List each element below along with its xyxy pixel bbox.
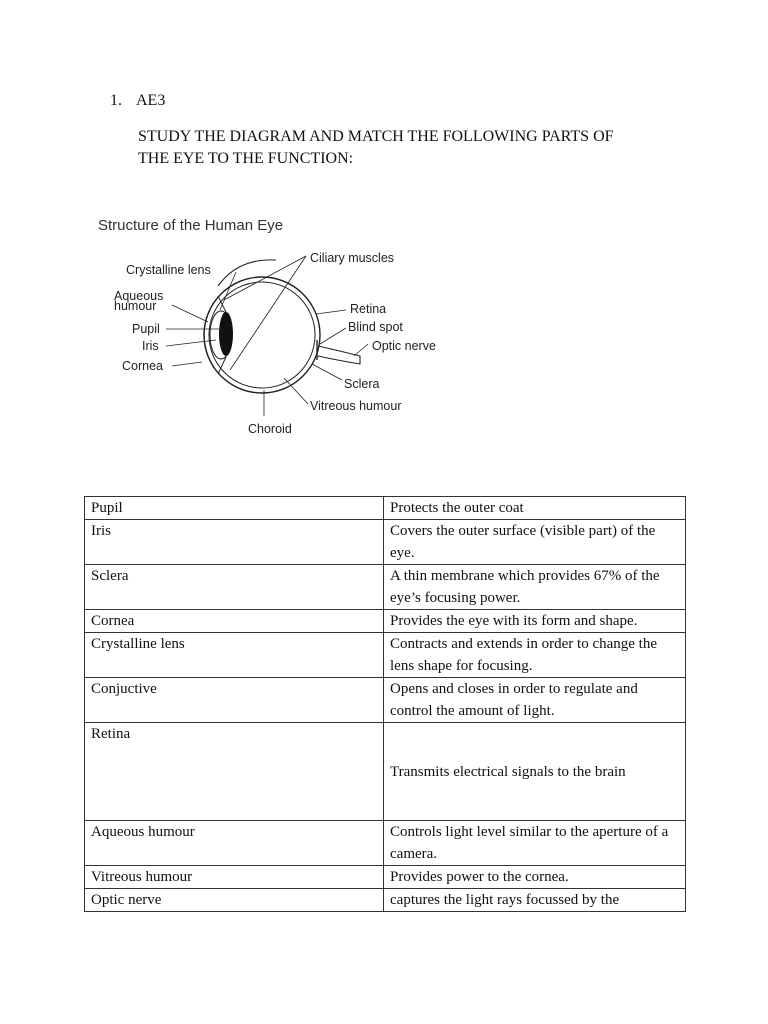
optic-nerve-shape	[318, 346, 360, 364]
function-cell: Controls light level similar to the aperture of a camera.	[384, 821, 686, 866]
pupil-shape	[219, 312, 233, 356]
matching-table	[84, 496, 686, 912]
label-cornea: Cornea	[122, 359, 163, 373]
part-cell: Sclera	[85, 565, 384, 610]
leader-ciliary-2	[230, 256, 306, 370]
question-number	[110, 92, 165, 110]
eye-diagram	[98, 214, 478, 444]
leader-crystalline-lens	[220, 272, 236, 310]
part-cell: Vitreous humour	[85, 866, 384, 889]
label-vitreous-humour: Vitreous humour	[310, 399, 402, 413]
eye-diagram-drawing	[98, 214, 478, 444]
table-row	[85, 497, 686, 520]
table-row	[85, 889, 686, 912]
function-cell: Transmits electrical signals to the brain	[384, 723, 686, 821]
table-row	[85, 610, 686, 633]
function-cell: Contracts and extends in order to change the lens shape for focusing.	[384, 633, 686, 678]
label-aqueous-1: Aqueous	[114, 289, 164, 303]
part-cell: Retina	[85, 723, 384, 821]
leader-sclera	[312, 364, 342, 380]
label-sclera: Sclera	[344, 377, 380, 391]
label-optic-nerve: Optic nerve	[372, 339, 436, 353]
label-retina: Retina	[350, 302, 387, 316]
function-cell: Protects the outer coat	[384, 497, 686, 520]
question-code: AE3	[136, 92, 166, 109]
question-instructions	[138, 126, 698, 170]
leader-optic-nerve	[354, 344, 368, 356]
part-cell: Conjuctive	[85, 678, 384, 723]
label-choroid: Choroid	[248, 422, 292, 436]
table-row	[85, 520, 686, 565]
table-row	[85, 678, 686, 723]
table-row	[85, 723, 686, 821]
label-aqueous-2: humour	[114, 299, 157, 313]
instruction-line-1: STUDY THE DIAGRAM AND MATCH THE FOLLOWING PARTS OF	[138, 128, 614, 145]
part-cell: Cornea	[85, 610, 384, 633]
part-cell: Aqueous humour	[85, 821, 384, 866]
instruction-line-2: THE EYE TO THE FUNCTION:	[138, 150, 354, 167]
function-cell: Opens and closes in order to regulate and control the amount of light.	[384, 678, 686, 723]
diagram-title: Structure of the Human Eye	[98, 217, 284, 234]
function-cell: captures the light rays focussed by the	[384, 889, 686, 912]
label-iris: Iris	[142, 339, 159, 353]
leader-ciliary-1	[224, 256, 306, 300]
function-cell: Provides power to the cornea.	[384, 866, 686, 889]
part-cell: Optic nerve	[85, 889, 384, 912]
label-blind-spot: Blind spot	[348, 320, 403, 334]
label-pupil: Pupil	[132, 322, 160, 336]
leader-aqueous	[172, 305, 208, 322]
function-cell: A thin membrane which provides 67% of the eye’s focusing power.	[384, 565, 686, 610]
part-cell: Crystalline lens	[85, 633, 384, 678]
table-row	[85, 866, 686, 889]
table-row	[85, 633, 686, 678]
table-row	[85, 565, 686, 610]
part-cell: Pupil	[85, 497, 384, 520]
function-cell: Covers the outer surface (visible part) of the eye.	[384, 520, 686, 565]
function-cell: Provides the eye with its form and shape.	[384, 610, 686, 633]
part-cell: Iris	[85, 520, 384, 565]
label-crystalline-lens: Crystalline lens	[126, 263, 211, 277]
table-row	[85, 821, 686, 866]
question-index: 1.	[110, 92, 122, 109]
leader-iris	[166, 340, 216, 346]
leader-cornea	[172, 362, 202, 366]
label-ciliary-muscles: Ciliary muscles	[310, 251, 395, 265]
leader-blind-spot	[320, 328, 346, 344]
leader-retina	[316, 310, 346, 314]
